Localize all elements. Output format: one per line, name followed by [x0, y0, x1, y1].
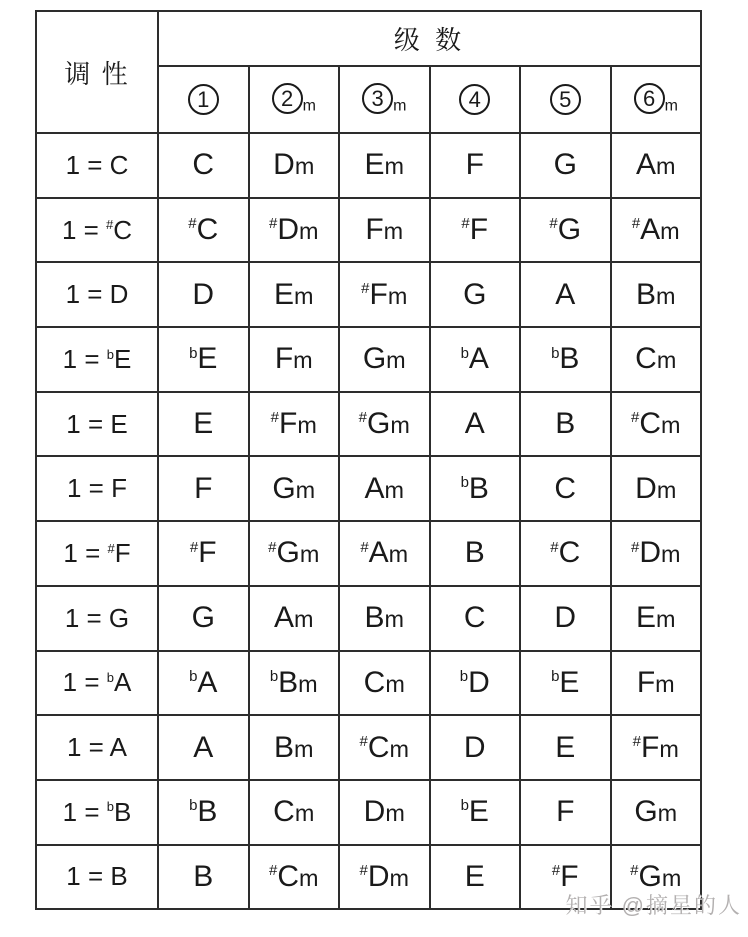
chord-cell: [430, 198, 521, 263]
key-cell: 1 = B: [36, 845, 158, 910]
flat-accidental: b: [269, 668, 279, 686]
chord-root: C: [554, 471, 577, 505]
chord-root: E: [193, 407, 214, 441]
degree-header-5: [520, 66, 611, 133]
chord-cell: [611, 198, 702, 263]
chord-cell: [611, 651, 702, 716]
minor-suffix: m: [656, 347, 677, 374]
chord-root: A: [364, 471, 385, 505]
chord-cell: [339, 780, 430, 845]
chord-root: B: [273, 730, 294, 764]
chord-root: D: [554, 601, 577, 635]
chord-root: G: [638, 859, 662, 893]
sharp-accidental: #: [361, 279, 370, 297]
chord-root: C: [109, 149, 129, 180]
chord-cell: [611, 521, 702, 586]
key-cell: 1 = G: [36, 586, 158, 651]
chord-root: C: [639, 407, 661, 441]
chord-root: E: [635, 601, 656, 635]
sharp-accidental: #: [630, 538, 640, 556]
minor-suffix: m: [661, 412, 681, 439]
flat-accidental: b: [460, 797, 469, 815]
chord-root: A: [555, 277, 576, 311]
minor-suffix: m: [294, 606, 314, 633]
watermark: 知乎 @摘星的人: [565, 893, 742, 918]
minor-suffix: m: [295, 476, 316, 503]
chord-root: E: [559, 665, 580, 699]
chord-cell: [249, 780, 340, 845]
sharp-accidental: #: [268, 215, 278, 233]
chord-cell: [520, 198, 611, 263]
corner-header-key: 调 性: [36, 11, 158, 133]
minor-suffix: m: [659, 735, 679, 762]
chord-cell: [158, 262, 249, 327]
chord-cell: [249, 651, 340, 716]
chord-cell: [611, 456, 702, 521]
chord-root: A: [468, 342, 489, 376]
chord-cell: [249, 456, 340, 521]
sharp-accidental: #: [631, 215, 641, 233]
circled-number-icon: 6: [634, 83, 665, 114]
chord-cell: [430, 392, 521, 457]
chord-cell: [430, 262, 521, 327]
chord-cell: [520, 133, 611, 198]
chord-root: F: [274, 342, 294, 376]
chord-root: D: [639, 536, 661, 570]
circled-number-icon: 4: [459, 84, 490, 115]
chord-root: F: [641, 730, 660, 764]
circled-number-icon: 5: [550, 84, 581, 115]
chord-cell: [249, 845, 340, 910]
table-row: [36, 133, 701, 198]
chord-cell: [249, 521, 340, 586]
chord-root: A: [193, 730, 214, 764]
sharp-accidental: #: [359, 732, 368, 750]
table-row: [36, 780, 701, 845]
minor-suffix: m: [294, 735, 314, 762]
degree-header-4: [430, 66, 521, 133]
key-cell: 1 = bE: [36, 327, 158, 392]
group-header-degrees: 级 数: [158, 11, 701, 66]
chord-root: A: [109, 732, 127, 763]
minor-suffix: m: [384, 153, 404, 180]
chord-cell: [339, 521, 430, 586]
chord-cell: [520, 715, 611, 780]
chord-cell: [249, 586, 340, 651]
chord-root: E: [110, 408, 128, 439]
table-row: [36, 262, 701, 327]
minor-suffix: m: [386, 347, 406, 374]
chord-cell: [611, 327, 702, 392]
table-row: [36, 586, 701, 651]
sharp-accidental: #: [360, 538, 369, 556]
chord-root: F: [556, 795, 575, 829]
chord-root: B: [110, 861, 128, 892]
chord-cell: [339, 133, 430, 198]
chord-cell: [339, 198, 430, 263]
chord-cell: [520, 586, 611, 651]
sharp-accidental: #: [550, 538, 559, 556]
circled-number-icon: 3: [362, 83, 393, 114]
flat-accidental: b: [189, 797, 198, 815]
chord-cell: [249, 198, 340, 263]
chord-root: G: [272, 471, 296, 505]
chord-cell: [339, 262, 430, 327]
flat-accidental: b: [189, 668, 198, 686]
table-row: [36, 521, 701, 586]
chord-cell: [430, 715, 521, 780]
sharp-accidental: #: [551, 862, 561, 880]
chord-root: F: [111, 473, 127, 504]
chord-cell: [158, 392, 249, 457]
chord-cell: [611, 586, 702, 651]
chord-cell: [158, 327, 249, 392]
chord-root: C: [463, 601, 486, 635]
minor-suffix: m: [656, 606, 676, 633]
chord-root: C: [196, 213, 219, 247]
sharp-accidental: #: [107, 540, 115, 556]
key-degree-chord-table: [35, 10, 702, 910]
chord-root: C: [277, 859, 299, 893]
minor-suffix: m: [293, 347, 313, 374]
chord-root: A: [635, 148, 656, 182]
chord-root: D: [277, 213, 299, 247]
chord-cell: [611, 133, 702, 198]
chord-cell: [520, 327, 611, 392]
sharp-accidental: #: [358, 409, 367, 427]
sharp-accidental: #: [632, 732, 641, 750]
chord-root: D: [635, 471, 657, 505]
table-row: [36, 392, 701, 457]
chord-root: A: [368, 536, 389, 570]
circled-number-icon: 2: [272, 83, 303, 114]
sharp-accidental: #: [268, 862, 278, 880]
minor-suffix: m: [385, 800, 405, 827]
chord-cell: [339, 456, 430, 521]
chord-cell: [430, 327, 521, 392]
degree-header-2m: [249, 66, 340, 133]
chord-cell: [249, 392, 340, 457]
chord-cell: [249, 715, 340, 780]
minor-suffix: m: [384, 476, 404, 503]
sharp-accidental: #: [188, 215, 197, 233]
chord-root: C: [635, 342, 657, 376]
chord-root: D: [468, 665, 490, 699]
chord-root: G: [108, 602, 130, 633]
chord-cell: [158, 198, 249, 263]
chord-root: A: [464, 407, 485, 441]
minor-suffix: m: [387, 282, 408, 309]
minor-suffix: m: [656, 153, 676, 180]
chord-root: E: [468, 795, 489, 829]
chord-cell: [158, 651, 249, 716]
flat-accidental: b: [189, 344, 198, 362]
minor-suffix: m: [385, 670, 405, 697]
circled-number-icon: 1: [188, 84, 219, 115]
chord-root: B: [559, 342, 580, 376]
flat-accidental: b: [106, 346, 114, 362]
degree-header-6m: [611, 66, 702, 133]
chord-root: F: [279, 407, 298, 441]
minor-suffix: m: [390, 412, 410, 439]
sharp-accidental: #: [359, 862, 368, 880]
chord-root: D: [367, 859, 390, 893]
chord-cell: [520, 780, 611, 845]
minor-suffix: m: [393, 97, 407, 115]
table-row: [36, 715, 701, 780]
chord-cell: [611, 780, 702, 845]
chord-root: F: [369, 277, 388, 311]
minor-suffix: m: [294, 282, 314, 309]
chord-root: B: [555, 407, 576, 441]
chord-cell: [158, 521, 249, 586]
chord-root: B: [468, 471, 489, 505]
minor-suffix: m: [389, 735, 409, 762]
minor-suffix: m: [656, 282, 676, 309]
minor-suffix: m: [384, 606, 404, 633]
chord-root: C: [558, 536, 581, 570]
chord-root: G: [362, 342, 387, 376]
key-cell: 1 = bB: [36, 780, 158, 845]
key-cell: 1 = #F: [36, 521, 158, 586]
chord-root: C: [192, 148, 215, 182]
chord-cell: [158, 133, 249, 198]
chord-root: A: [197, 665, 218, 699]
flat-accidental: b: [551, 344, 560, 362]
sharp-accidental: #: [270, 409, 279, 427]
sharp-accidental: #: [106, 217, 114, 233]
chord-cell: [339, 392, 430, 457]
chord-root: C: [363, 665, 386, 699]
minor-suffix: m: [660, 218, 680, 245]
chord-root: F: [194, 471, 213, 505]
chord-cell: [520, 456, 611, 521]
chord-cell: [339, 845, 430, 910]
minor-suffix: m: [297, 412, 317, 439]
chord-cell: [611, 392, 702, 457]
chord-root: D: [463, 730, 486, 764]
chord-root: E: [464, 859, 485, 893]
chord-root: E: [197, 342, 218, 376]
chord-cell: [520, 651, 611, 716]
chord-root: F: [465, 148, 484, 182]
chord-root: E: [364, 148, 385, 182]
flat-accidental: b: [551, 668, 560, 686]
chord-root: B: [197, 795, 218, 829]
table-row: [36, 327, 701, 392]
chord-cell: [158, 456, 249, 521]
chord-root: A: [113, 667, 132, 698]
chord-root: B: [464, 536, 485, 570]
chord-root: G: [276, 536, 300, 570]
sharp-accidental: #: [549, 215, 558, 233]
table-row: [36, 456, 701, 521]
chord-cell: [611, 262, 702, 327]
chord-cell: [430, 586, 521, 651]
chord-root: F: [365, 213, 384, 247]
sharp-accidental: #: [189, 538, 199, 556]
chord-root: B: [278, 665, 299, 699]
chord-cell: [339, 327, 430, 392]
minor-suffix: m: [388, 541, 409, 568]
chord-cell: [430, 521, 521, 586]
key-cell: 1 = E: [36, 392, 158, 457]
minor-suffix: m: [656, 476, 677, 503]
chord-root: B: [364, 601, 385, 635]
chord-cell: [430, 456, 521, 521]
chord-cell: [339, 651, 430, 716]
chord-cell: [249, 262, 340, 327]
chord-cell: [158, 586, 249, 651]
chord-root: G: [634, 795, 658, 829]
chord-root: C: [367, 730, 390, 764]
minor-suffix: m: [294, 800, 315, 827]
minor-suffix: m: [294, 153, 315, 180]
minor-suffix: m: [655, 670, 675, 697]
chord-root: B: [635, 277, 656, 311]
table-row: [36, 651, 701, 716]
chord-root: A: [273, 601, 294, 635]
minor-suffix: m: [664, 97, 678, 115]
chord-cell: [611, 715, 702, 780]
flat-accidental: b: [460, 344, 469, 362]
chord-cell: [339, 715, 430, 780]
chord-cell: [520, 262, 611, 327]
chord-cell: [430, 845, 521, 910]
key-cell: 1 = C: [36, 133, 158, 198]
minor-suffix: m: [661, 864, 682, 891]
chord-root: G: [557, 213, 582, 247]
sharp-accidental: #: [630, 409, 640, 427]
chord-root: E: [113, 343, 132, 374]
key-cell: 1 = #C: [36, 198, 158, 263]
chord-cell: [339, 586, 430, 651]
chord-cell: [520, 521, 611, 586]
minor-suffix: m: [383, 218, 404, 245]
sharp-accidental: #: [268, 538, 277, 556]
chord-root: A: [640, 213, 661, 247]
chord-root: E: [273, 277, 294, 311]
chord-root: B: [193, 859, 214, 893]
flat-accidental: b: [460, 473, 469, 491]
chord-cell: [158, 715, 249, 780]
chord-root: D: [109, 279, 129, 310]
chord-root: B: [113, 796, 132, 827]
minor-suffix: m: [661, 541, 681, 568]
key-cell: 1 = A: [36, 715, 158, 780]
chord-root: F: [560, 859, 579, 893]
table-row: [36, 198, 701, 263]
chord-root: F: [114, 537, 131, 568]
minor-suffix: m: [389, 864, 409, 891]
minor-suffix: m: [302, 97, 316, 115]
key-cell: 1 = D: [36, 262, 158, 327]
chord-cell: [158, 780, 249, 845]
chord-root: F: [469, 213, 489, 247]
minor-suffix: m: [299, 218, 319, 245]
chord-cell: [158, 845, 249, 910]
flat-accidental: b: [106, 669, 114, 685]
chord-root: D: [192, 277, 215, 311]
degree-header-3m: [339, 66, 430, 133]
chord-root: G: [367, 407, 391, 441]
key-cell: 1 = bA: [36, 651, 158, 716]
chord-root: E: [555, 730, 576, 764]
chord-root: F: [198, 536, 217, 570]
chord-root: G: [191, 601, 215, 635]
minor-suffix: m: [299, 864, 319, 891]
chord-cell: [249, 133, 340, 198]
chord-cell: [249, 327, 340, 392]
chord-cell: [520, 392, 611, 457]
minor-suffix: m: [299, 541, 320, 568]
chord-root: F: [636, 665, 656, 699]
minor-suffix: m: [298, 670, 318, 697]
degree-header-1: [158, 66, 249, 133]
chord-root: C: [273, 795, 295, 829]
chord-root: D: [273, 148, 295, 182]
chord-cell: [430, 780, 521, 845]
chord-root: C: [113, 214, 133, 245]
header-row-group: [36, 11, 701, 66]
flat-accidental: b: [459, 668, 469, 686]
chord-root: G: [463, 277, 487, 311]
chord-root: D: [363, 795, 386, 829]
chord-cell: [430, 133, 521, 198]
chord-root: G: [553, 148, 577, 182]
sharp-accidental: #: [461, 215, 470, 233]
key-cell: 1 = F: [36, 456, 158, 521]
minor-suffix: m: [657, 800, 678, 827]
flat-accidental: b: [106, 799, 114, 815]
sharp-accidental: #: [630, 862, 639, 880]
chord-cell: [430, 651, 521, 716]
